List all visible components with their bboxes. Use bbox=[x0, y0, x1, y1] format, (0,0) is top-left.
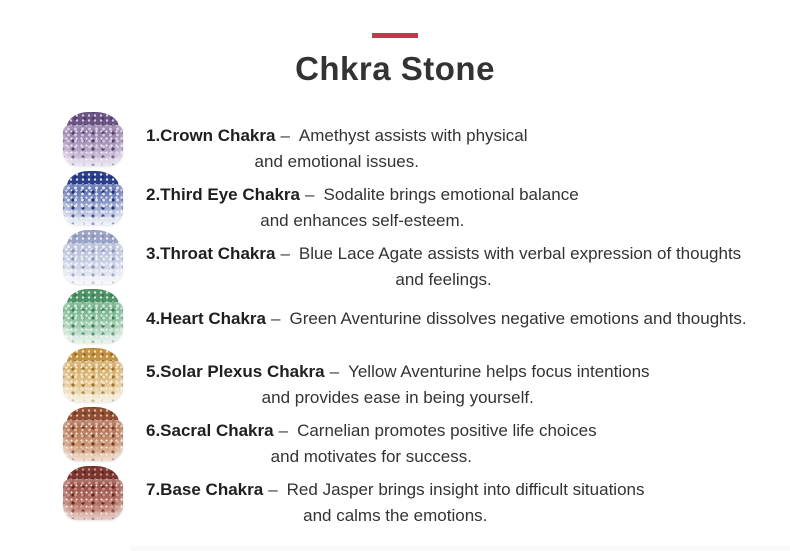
chakra-label: 2.Third Eye Chakra bbox=[146, 185, 301, 205]
yellow-aventurine-stone-image bbox=[62, 348, 126, 402]
chakra-row-third-eye bbox=[0, 169, 790, 231]
chakra-row-sacral bbox=[0, 405, 790, 467]
glass-bowl bbox=[63, 184, 123, 225]
red-jasper-stone-image bbox=[62, 466, 126, 520]
chakra-row-solar-plexus bbox=[0, 346, 790, 408]
chakra-label: 5.Solar Plexus Chakra bbox=[146, 362, 325, 382]
glass-bowl bbox=[63, 479, 123, 520]
chakra-line1 bbox=[146, 477, 644, 503]
chakra-description-line1: Sodalite brings emotional balance bbox=[323, 185, 579, 205]
chakra-label: 7.Base Chakra bbox=[146, 480, 264, 500]
chakra-description-line1: Amethyst assists with physical bbox=[298, 126, 528, 146]
chakra-description-line2: and calms the emotions. bbox=[303, 506, 488, 526]
chakra-text-block bbox=[146, 228, 741, 293]
dash-separator: – bbox=[271, 309, 281, 329]
chakra-label: 6.Sacral Chakra bbox=[146, 421, 274, 441]
chakra-row-throat bbox=[0, 228, 790, 290]
chakra-text-block bbox=[146, 287, 747, 332]
amethyst-stone-image bbox=[62, 112, 126, 166]
chakra-list bbox=[0, 110, 790, 526]
chakra-text-block bbox=[146, 169, 579, 234]
chakra-row-base bbox=[0, 464, 790, 526]
page-title: Chkra Stone bbox=[295, 50, 495, 87]
chakra-text-block bbox=[146, 110, 528, 175]
chakra-line1 bbox=[146, 241, 741, 267]
chakra-description-line2: and emotional issues. bbox=[254, 152, 419, 172]
blue-lace-agate-stone-image bbox=[62, 230, 126, 284]
chakra-description-line2: and motivates for success. bbox=[270, 447, 472, 467]
chakra-description-line1: Green Aventurine dissolves negative emotions and thoughts. bbox=[289, 309, 747, 329]
dash-separator: – bbox=[280, 126, 290, 146]
chakra-description-line2: and provides ease in being yourself. bbox=[261, 388, 534, 408]
chakra-text-block bbox=[146, 346, 650, 411]
glass-bowl bbox=[63, 243, 123, 284]
chakra-label: 4.Heart Chakra bbox=[146, 309, 267, 329]
sodalite-stone-image bbox=[62, 171, 126, 225]
chakra-row-crown bbox=[0, 110, 790, 172]
chakra-description-line2: and enhances self-esteem. bbox=[260, 211, 465, 231]
chakra-text-block bbox=[146, 405, 597, 470]
glass-bowl bbox=[63, 361, 123, 402]
dash-separator: – bbox=[305, 185, 315, 205]
chakra-description-line1: Blue Lace Agate assists with verbal expression of thoughts bbox=[298, 244, 742, 264]
dash-separator: – bbox=[278, 421, 289, 441]
chakra-description-line2: and feelings. bbox=[395, 270, 492, 290]
dash-separator: – bbox=[329, 362, 340, 382]
glass-bowl bbox=[63, 420, 123, 461]
green-aventurine-stone-image bbox=[62, 289, 126, 343]
glass-bowl bbox=[63, 125, 123, 166]
footer-divider bbox=[130, 546, 790, 551]
carnelian-stone-image bbox=[62, 407, 126, 461]
chakra-label: 3.Throat Chakra bbox=[146, 244, 276, 264]
title-accent-dash bbox=[372, 33, 418, 38]
chakra-description-line1: Yellow Aventurine helps focus intentions bbox=[348, 362, 650, 382]
dash-separator: – bbox=[280, 244, 290, 264]
chakra-row-heart bbox=[0, 287, 790, 346]
chakra-label: 1.Crown Chakra bbox=[146, 126, 276, 146]
chakra-line1 bbox=[146, 359, 650, 385]
chakra-line1 bbox=[146, 182, 579, 208]
chakra-description-line1: Red Jasper brings insight into difficult situations bbox=[286, 480, 645, 500]
chakra-text-block bbox=[146, 464, 644, 529]
chakra-description-line1: Carnelian promotes positive life choices bbox=[297, 421, 597, 441]
glass-bowl bbox=[63, 302, 123, 343]
chakra-line1 bbox=[146, 418, 597, 444]
dash-separator: – bbox=[268, 480, 278, 500]
chakra-line1 bbox=[146, 306, 747, 332]
chakra-line1 bbox=[146, 123, 528, 149]
